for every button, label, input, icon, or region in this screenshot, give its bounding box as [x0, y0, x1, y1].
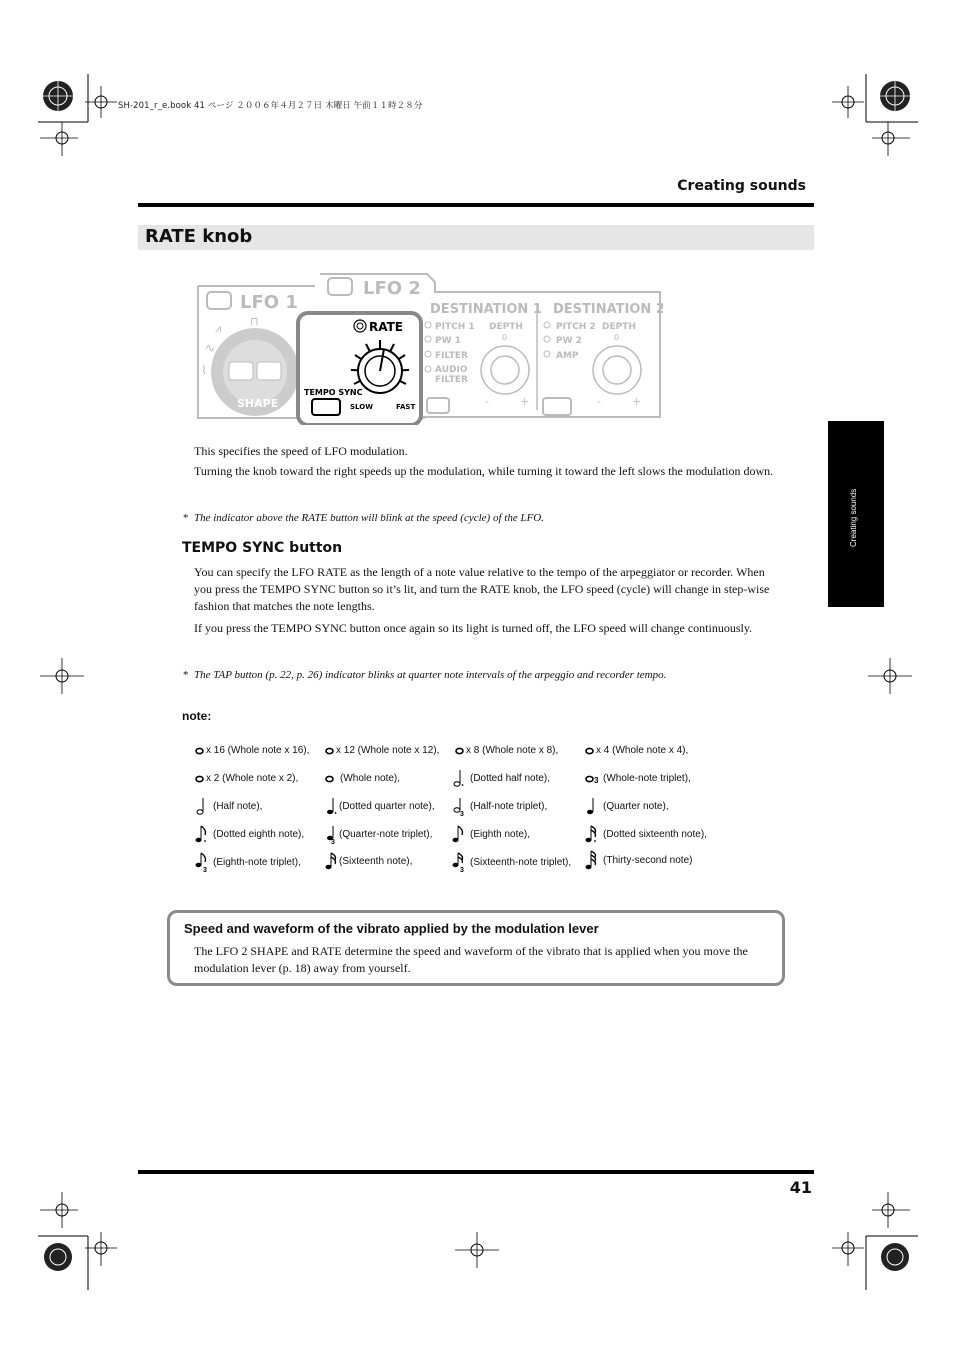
svg-text:3: 3 — [331, 839, 335, 844]
svg-text:DEPTH: DEPTH — [489, 322, 523, 332]
note-value: (Whole note), — [325, 773, 400, 784]
note-value: x 4 (Whole note x 4), — [585, 745, 688, 756]
note-value: (Dotted quarter note), — [325, 796, 435, 816]
note-value: (Thirty-second note) — [585, 849, 692, 871]
svg-text:+: + — [520, 395, 530, 408]
lfo1-label: LFO 1 — [240, 292, 298, 313]
note-value: 3 (Whole-note triplet), — [585, 773, 691, 784]
note-value: 3 (Eighth-note triplet), — [195, 851, 301, 873]
note-value: (Dotted half note), — [452, 768, 550, 788]
eighth-note-triplet-icon — [195, 851, 211, 873]
whole-note-triplet-icon — [585, 775, 601, 783]
svg-text:⩘: ⩘ — [215, 322, 222, 335]
running-header: Creating sounds — [677, 178, 806, 194]
registration-mark-bottom-right — [818, 1190, 918, 1290]
dotted-eighth-note-icon — [195, 824, 211, 844]
svg-text:DEPTH: DEPTH — [602, 322, 636, 332]
registration-mark-mid-right — [868, 658, 912, 694]
dotted-half-note-icon — [452, 768, 468, 788]
info-box-title: Speed and waveform of the vibrato applied by the modulation lever — [184, 921, 599, 936]
registration-mark-top-left — [38, 74, 128, 174]
whole-note-icon — [195, 775, 204, 783]
whole-note-icon — [585, 747, 594, 755]
page-number: 41 — [789, 1178, 812, 1197]
svg-text:AUDIO: AUDIO — [435, 365, 468, 375]
side-tab-label: Creating sounds — [849, 488, 858, 547]
shape-label: SHAPE — [237, 397, 279, 410]
svg-text:3: 3 — [203, 867, 207, 873]
rate-label: RATE — [369, 320, 403, 334]
section-title: RATE knob — [145, 226, 253, 247]
thirty-second-note-icon — [585, 849, 601, 871]
rate-paragraph-1: This specifies the speed of LFO modulation. — [194, 444, 408, 458]
svg-text:0: 0 — [614, 333, 620, 342]
whole-note-icon — [195, 747, 204, 755]
note-label: note: — [182, 709, 212, 723]
rate-note: * The indicator above the RATE button will blink at the speed (cycle) of the LFO. — [183, 512, 544, 524]
destination1-label: DESTINATION 1 — [430, 302, 542, 317]
dotted-sixteenth-note-icon — [585, 824, 601, 844]
note-value: (Eighth note), — [452, 824, 530, 844]
sixteenth-note-triplet-icon — [452, 851, 468, 873]
note-value: (Half note), — [195, 796, 262, 816]
note-value: 3 (Half-note triplet), — [452, 796, 547, 816]
svg-text:⊓: ⊓ — [250, 315, 259, 328]
whole-note-icon — [325, 747, 334, 755]
note-value: (Sixteenth note), — [325, 851, 412, 871]
registration-mark-mid-left — [40, 658, 84, 694]
tempo-sync-heading: TEMPO SYNC button — [182, 540, 343, 556]
svg-text:+: + — [632, 395, 642, 408]
svg-text:⌇: ⌇ — [201, 363, 207, 377]
tempo-sync-paragraph-2: If you press the TEMPO SYNC button once again so its light is turned off, the LFO speed will change continuously. — [194, 621, 753, 635]
svg-text:0: 0 — [502, 333, 508, 342]
svg-text:-: - — [597, 395, 601, 408]
half-note-icon — [195, 796, 211, 816]
note-value: x 2 (Whole note x 2), — [195, 773, 298, 784]
registration-mark-bottom-center — [455, 1232, 499, 1268]
half-note-triplet-icon — [452, 796, 468, 816]
footer-rule — [138, 1170, 814, 1174]
note-value: (Dotted sixteenth note), — [585, 824, 707, 844]
lfo-panel-illustration — [195, 270, 663, 425]
quarter-note-triplet-icon — [325, 824, 337, 844]
rate-paragraph-2: Turning the knob toward the right speeds up the modulation, while turning it toward the left slows the modulation down. — [194, 464, 774, 478]
dotted-quarter-note-icon — [325, 796, 337, 816]
svg-text:FILTER: FILTER — [435, 351, 468, 361]
svg-text:PITCH 1: PITCH 1 — [435, 322, 475, 332]
whole-note-icon — [325, 775, 338, 783]
svg-text:-: - — [485, 395, 489, 408]
print-info: SH-201_r_e.book 41 ページ ２００６年４月２７日 木曜日 午前１１時２８分 — [118, 101, 423, 111]
tempo-sync-note: * The TAP button (p. 22, p. 26) indicator blinks at quarter note intervals of the arpeggio and recorder tempo. — [183, 669, 667, 681]
tempo-sync-paragraph-1: You can specify the LFO RATE as the length of a note value relative to the tempo of the arpeggiator or recorder. When you press the TEMPO SYNC button so it’s lit, and turn the RATE knob, the LFO speed (cycle) will change in step-wise fashion that matches the note lengths. — [194, 565, 770, 613]
eighth-note-icon — [452, 824, 468, 844]
svg-text:PW 2: PW 2 — [556, 336, 582, 346]
quarter-note-icon — [585, 796, 601, 816]
header-rule — [138, 203, 814, 207]
note-value: x 8 (Whole note x 8), — [455, 745, 558, 756]
chapter-side-tab — [828, 421, 884, 607]
note-value: x 16 (Whole note x 16), — [195, 745, 309, 756]
svg-text:AMP: AMP — [556, 351, 579, 361]
tempo-sync-label: TEMPO SYNC — [304, 388, 363, 397]
note-value: 3 (Sixteenth-note triplet), — [452, 851, 571, 873]
whole-note-icon — [455, 747, 464, 755]
svg-text:PW 1: PW 1 — [435, 336, 461, 346]
svg-text:PITCH 2: PITCH 2 — [556, 322, 596, 332]
note-value: (Quarter note), — [585, 796, 669, 816]
registration-mark-top-right — [818, 74, 918, 174]
info-box-text: The LFO 2 SHAPE and RATE determine the speed and waveform of the vibrato that is applied when you move the modulation lever (p. 18) away from yourself. — [194, 944, 748, 975]
svg-text:3: 3 — [460, 811, 464, 816]
registration-mark-bottom-left — [38, 1190, 128, 1290]
svg-text:FILTER: FILTER — [435, 375, 468, 385]
destination2-label: DESTINATION 2 — [553, 302, 663, 317]
lfo2-label: LFO 2 — [363, 278, 421, 299]
svg-text:∿: ∿ — [205, 341, 216, 355]
note-value: x 12 (Whole note x 12), — [325, 745, 439, 756]
fast-label: FAST — [396, 403, 416, 411]
sixteenth-note-icon — [325, 851, 337, 871]
slow-label: SLOW — [350, 403, 373, 411]
note-value: (Dotted eighth note), — [195, 824, 304, 844]
svg-text:3: 3 — [594, 775, 599, 783]
svg-text:3: 3 — [460, 867, 464, 873]
note-value: 3 (Quarter-note triplet), — [325, 824, 432, 844]
